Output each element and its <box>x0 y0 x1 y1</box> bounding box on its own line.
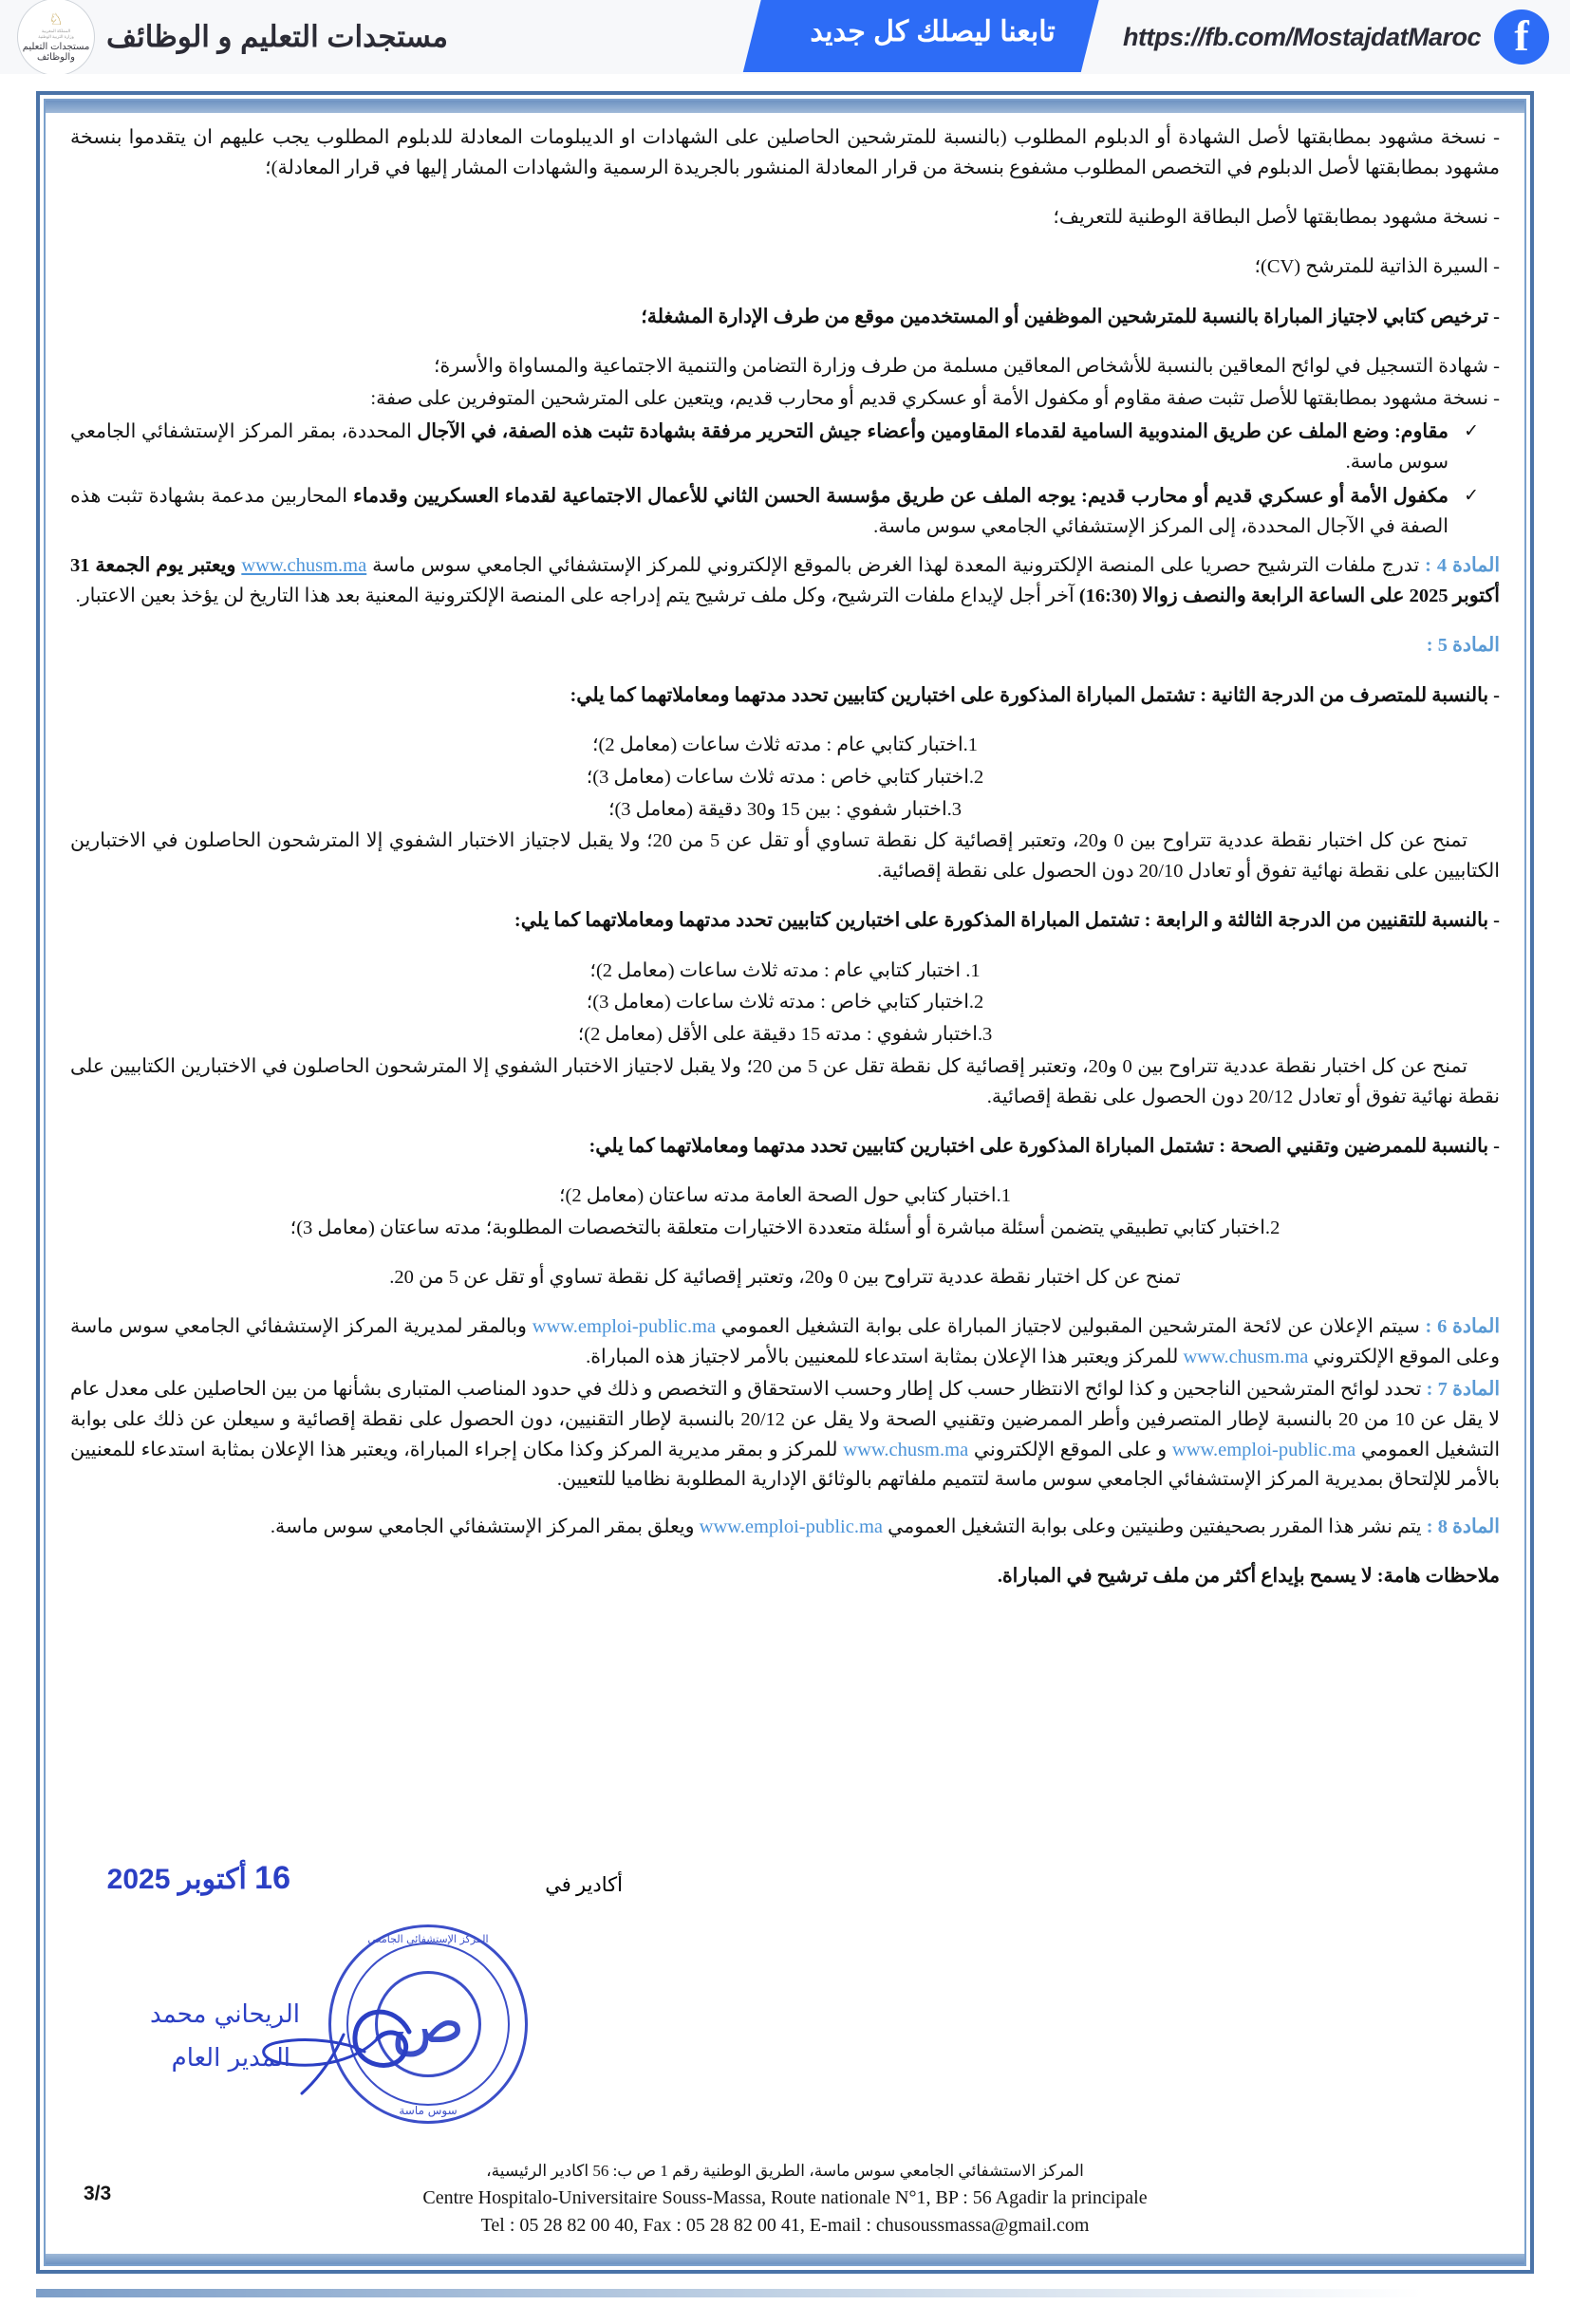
article-5 <box>70 631 1500 661</box>
date-stamp-month-year: أكتوبر 2025 <box>106 1864 247 1895</box>
page-top-bar <box>46 101 1524 113</box>
footer-arabic-address: المركز الاستشفائي الجامعي سوس ماسة، الطريق الوطنية رقم 1 ص ب: 56 اكادير الرئيسية، <box>486 2162 1084 2180</box>
facebook-f-glyph: f <box>1514 11 1529 61</box>
exam-item: 3.اختبار شفوي : مدته 15 دقيقة على الأقل (معامل 2)؛ <box>577 1024 993 1046</box>
date-stamp-day: 16 <box>254 1860 290 1896</box>
article-6 <box>70 1312 1500 1373</box>
article-5-group-3-list <box>70 1181 1500 1244</box>
follow-us-ribbon <box>742 0 1100 72</box>
signatory-name: الريحاني محمد <box>150 2000 300 2029</box>
article-4-text-a: تدرج ملفات الترشيح حصريا على المنصة الإلكترونية المعدة لهذا الغرض بالموقع الإلكتروني للمركز الإستشفائي الجامعي سوس ماسة <box>372 555 1420 577</box>
article-5-group-2-list <box>70 957 1500 1050</box>
exam-item: 1.اختبار كتابي عام : مدته ثلاث ساعات (معامل 2)؛ <box>591 734 979 755</box>
document-page <box>36 91 1534 2274</box>
article-7-text-a: تحدد لوائح المترشحين الناجحين و كذا لوائح الانتظار حسب كل إطار وحسب الاستحقاق و التخصص و ذلك في حدود المناصب المتبارى بشأنها من بين الحاصلين على معدل عام لا يقل عن 10 من 20 بالنسبة لإطار المتصرفين وأطر الممرضين وتقنيي الصحة ولا يقل عن 20/12 بالنسبة لإطار التقنيين، دون الحصول على نقطة إقصائية و سيعلن عن ذلك على بوابة التشغيل العمومي <box>70 1379 1501 1460</box>
signature-place-label: أكادير في <box>545 1873 623 1896</box>
article-6-text-a: سيتم الإعلان عن لائحة المترشحين المقبولين لاجتياز المباراة على بوابة التشغيل العمومي <box>720 1316 1420 1338</box>
exam-item: 3.اختبار شفوي : بين 15 و30 دقيقة (معامل 3)؛ <box>607 798 963 820</box>
facebook-icon[interactable] <box>1494 9 1549 65</box>
article-6-text-c: للمركز ويعتبر هذا الإعلان بمثابة استدعاء للمعنيين بالأمر لاجتياز هذه المباراة. <box>586 1347 1179 1368</box>
facebook-url[interactable]: https://fb.com/MostajdatMaroc <box>1122 22 1481 51</box>
date-stamp <box>107 1860 290 1897</box>
document-content <box>70 123 1500 1612</box>
checklist-item-lead: مكفول الأمة أو عسكري قديم أو محارب قديم: يوجه الملف عن طريق مؤسسة الحسن الثاني للأعمال الاجتماعية لقدماء العسكريين وقدماء <box>353 485 1449 507</box>
page-number: 3/3 <box>84 2183 112 2204</box>
checklist-item-veteran <box>70 482 1500 543</box>
exam-item: 1.اختبار كتابي حول الصحة العامة مدته ساعتان (معامل 2)؛ <box>558 1185 1011 1207</box>
article-8-text-b: ويعلق بمقر المركز الإستشفائي الجامعي سوس ماسة. <box>270 1516 695 1538</box>
footer-contact-line: Tel : 05 28 82 00 40, Fax : 05 28 82 00 41, E-mail : chusoussmassa@gmail.com <box>480 2215 1090 2236</box>
article-5-group-1-list <box>70 731 1500 825</box>
article-7-text-b: و على الموقع الإلكتروني <box>973 1439 1168 1460</box>
article-4-text-c: آخر أجل لإيداع ملفات الترشيح، وكل ملف ترشيح يتم إدراجه على المنصة الإلكترونية المعنية بعد هذا التاريخ لن يؤخذ بعين الاعتبار. <box>75 586 1075 607</box>
article-5-group-1-title: - بالنسبة للمتصرف من الدرجة الثانية : تشتمل المباراة المذكورة على اختبارين كتابيين تحدد مدتهما ومعاملاتهما كما يلي: <box>570 684 1500 706</box>
signatory-title: المدير العام <box>171 2044 290 2073</box>
requirement-item: - شهادة التسجيل في لوائح المعاقين بالنسبة للأشخاص المعاقين مسلمة من طرف وزارة التضامن والتنمية الاجتماعية والمساواة والأسرة؛ <box>433 355 1500 377</box>
article-5-group-3-note: تمنح عن كل اختبار نقطة عددية تتراوح بين 0 و20، وتعتبر إقصائية كل نقطة تساوي أو تقل عن 5 من 20. <box>389 1267 1181 1289</box>
article-7-text-c: للمركز و بمقر مديرية المركز وكذا مكان إجراء المباراة، <box>403 1439 838 1460</box>
article-5-label: المادة 5 : <box>1426 635 1500 657</box>
link-emploi-public[interactable]: www.emploi-public.ma <box>1171 1439 1356 1460</box>
seal-line-1: مستجدات التعليم <box>22 42 90 53</box>
article-6-text-b: وبالمقر لمديرية المركز الإستشفائي الجامعي سوس ماسة وعلى الموقع الإلكتروني <box>70 1316 1500 1368</box>
follow-us-ribbon-label: تابعنا ليصلك كل جديد <box>810 15 1056 47</box>
article-5-group-1-note: تمنح عن كل اختبار نقطة عددية تتراوح بين 0 و20، وتعتبر إقصائية كل نقطة تساوي أو تقل عن 5 من 20؛ ولا يقبل لاجتياز الاختبار الشفوي إلا المترشحون الحاصلون في الاختبارين الكتابيين على نقطة نهائية تفوق أو تعادل 20/10 دون الحصول على نقطة إقصائية. <box>70 830 1500 883</box>
article-8-text-a: يتم نشر هذا المقرر بصحيفتين وطنيتين وعلى بوابة التشغيل العمومي <box>888 1516 1422 1538</box>
seal-line-2: والوظائف <box>37 52 75 64</box>
important-note <box>70 1562 1500 1592</box>
ministry-seal-logo <box>17 0 95 74</box>
article-7-text-d: ويعتبر هذا الإعلان بمثابة استدعاء للمعنيين بالأمر للإلتحاق بمديرية المركز الإستشفائي الجامعي سوس ماسة لتتميم ملفاتهم بالوثائق الإدارية المطلوبة نظاميا للتعيين. <box>70 1439 1500 1491</box>
crest-subtitle: المملكة المغربية وزارة التربية الوطنية <box>38 28 74 39</box>
checklist-item-lead: مقاوم: وضع الملف عن طريق المندوبية السامية لقدماء المقاومين وأعضاء جيش التحرير مرفقة بشهادة تثبت هذه الصفة، في الآجال <box>417 421 1449 443</box>
article-4 <box>70 551 1500 612</box>
social-banner <box>0 0 1570 74</box>
link-emploi-public[interactable]: www.emploi-public.ma <box>699 1516 884 1538</box>
checklist-item-rest: المحاربين مدعمة بشهادة تثبت هذه الصفة في الآجال المحددة، إلى المركز الإستشفائي الجامعي سوس ماسة. <box>70 485 1449 537</box>
morocco-crest-icon: ♘ <box>48 9 64 28</box>
page-outer-border <box>36 91 1534 2274</box>
stamp-bottom-text: سوس ماسة <box>399 2104 458 2117</box>
page-footer <box>46 2162 1524 2240</box>
banner-title: مستجدات التعليم و الوظائف <box>106 20 449 53</box>
exam-item: 2.اختبار كتابي تطبيقي يتضمن أسئلة مباشرة أو أسئلة متعددة الاختيارات متعلقة بالتخصصات المطلوبة؛ مدته ساعتان (معامل 3)؛ <box>290 1217 1280 1238</box>
spacer <box>70 544 1500 551</box>
exam-item: 2.اختبار كتابي خاص : مدته ثلاث ساعات (معامل 3)؛ <box>586 992 984 1013</box>
link-emploi-public[interactable]: www.emploi-public.ma <box>532 1316 717 1338</box>
bottom-decorative-strip <box>36 2289 1422 2297</box>
check-icon: ✓ <box>1464 485 1479 506</box>
page-bottom-bar <box>46 2254 1524 2264</box>
article-4-deadline: ويعتبر يوم الجمعة 31 أكتوبر 2025 على الساعة الرابعة والنصف زوالا (16:30) <box>70 555 1500 607</box>
article-8 <box>70 1513 1500 1543</box>
requirement-item: - نسخة مشهود بمطابقتها لأصل الشهادة أو الدبلوم المطلوب (بالنسبة للمترشحين الحاصلين على الشهادات او الديبلومات المعادلة للدبلوم المطلوب يجب عليهم ان يتقدموا بنسخة مشهود بمطابقتها لأصل الدبلوم في التخصص المطلوب مشفوع بنسخة من قرار المعادلة المنشور بالجريدة الرسمية والشهادات المشار إليها في قرار المعادلة)؛ <box>70 127 1500 178</box>
important-note-label: ملاحظات هامة: <box>1376 1566 1500 1588</box>
handwritten-signature <box>252 1980 423 2103</box>
checklist-item-resistant <box>70 418 1500 478</box>
checklist-item-rest: المحددة، بمقر المركز الإستشفائي الجامعي سوس ماسة. <box>70 421 1449 474</box>
exam-item: 2.اختبار كتابي خاص : مدته ثلاث ساعات (معامل 3)؛ <box>586 766 984 788</box>
article-4-label: المادة 4 : <box>1425 555 1501 577</box>
requirement-item: - السيرة الذاتية للمترشح (CV)؛ <box>1254 256 1500 278</box>
link-chusm[interactable]: www.chusm.ma <box>843 1439 969 1460</box>
requirement-item: - نسخة مشهود بمطابقتها للأصل تثبت صفة مقاوم أو مكفول الأمة أو عسكري قديم أو محارب قديم، ويتعين على المترشحين المتوفرين على صفة: <box>370 387 1500 409</box>
page-inner-border <box>44 99 1526 2266</box>
link-chusm[interactable]: www.chusm.ma <box>1183 1347 1309 1368</box>
article-6-label: المادة 6 : <box>1425 1316 1501 1338</box>
article-8-label: المادة 8 : <box>1426 1516 1500 1538</box>
important-note-text: لا يسمح بإيداع أكثر من ملف ترشيح في المباراة. <box>997 1566 1373 1588</box>
requirement-item-bold: - ترخيص كتابي لاجتياز المباراة بالنسبة للمترشحين الموظفين أو المستخدمين موقع من طرف الإدارة المشغلة؛ <box>641 306 1500 327</box>
check-icon: ✓ <box>1464 421 1479 442</box>
signature-block <box>46 1860 1524 2179</box>
article-7 <box>70 1375 1500 1496</box>
article-5-group-2-title: - بالنسبة للتقنيين من الدرجة الثالثة و الرابعة : تشتمل المباراة المذكورة على اختبارين كتابيين تحدد مدتهما ومعاملاتهما كما يلي: <box>514 910 1500 932</box>
article-5-group-2-note: تمنح عن كل اختبار نقطة عددية تتراوح بين 0 و20، وتعتبر إقصائية كل نقطة تقل عن 5 من 20؛ ولا يقبل لاجتياز الاختبار الشفوي إلا المترشحون الحاصلون في الاختبارين الكتابيين على نقطة نهائية تفوق أو تعادل 20/12 دون الحصول على نقطة إقصائية. <box>70 1055 1500 1107</box>
link-chusm[interactable]: www.chusm.ma <box>241 555 367 577</box>
exam-item: 1. اختبار كتابي عام : مدته ثلاث ساعات (معامل 2)؛ <box>589 959 981 981</box>
stamp-top-text: المركز الإستشفائي الجامعي <box>367 1933 489 1945</box>
article-7-label: المادة 7 : <box>1426 1379 1501 1400</box>
requirement-item: - نسخة مشهود بمطابقتها لأصل البطاقة الوطنية للتعريف؛ <box>1053 207 1500 229</box>
footer-address-line-1: Centre Hospitalo-Universitaire Souss-Massa, Route nationale N°1, BP : 56 Agadir la principale <box>422 2187 1148 2208</box>
article-5-group-3-title: - بالنسبة للممرضين وتقنيي الصحة : تشتمل المباراة المذكورة على اختبارين كتابيين تحدد مدتهما ومعاملاتهما كما يلي: <box>589 1135 1500 1157</box>
spacer <box>70 1497 1500 1513</box>
